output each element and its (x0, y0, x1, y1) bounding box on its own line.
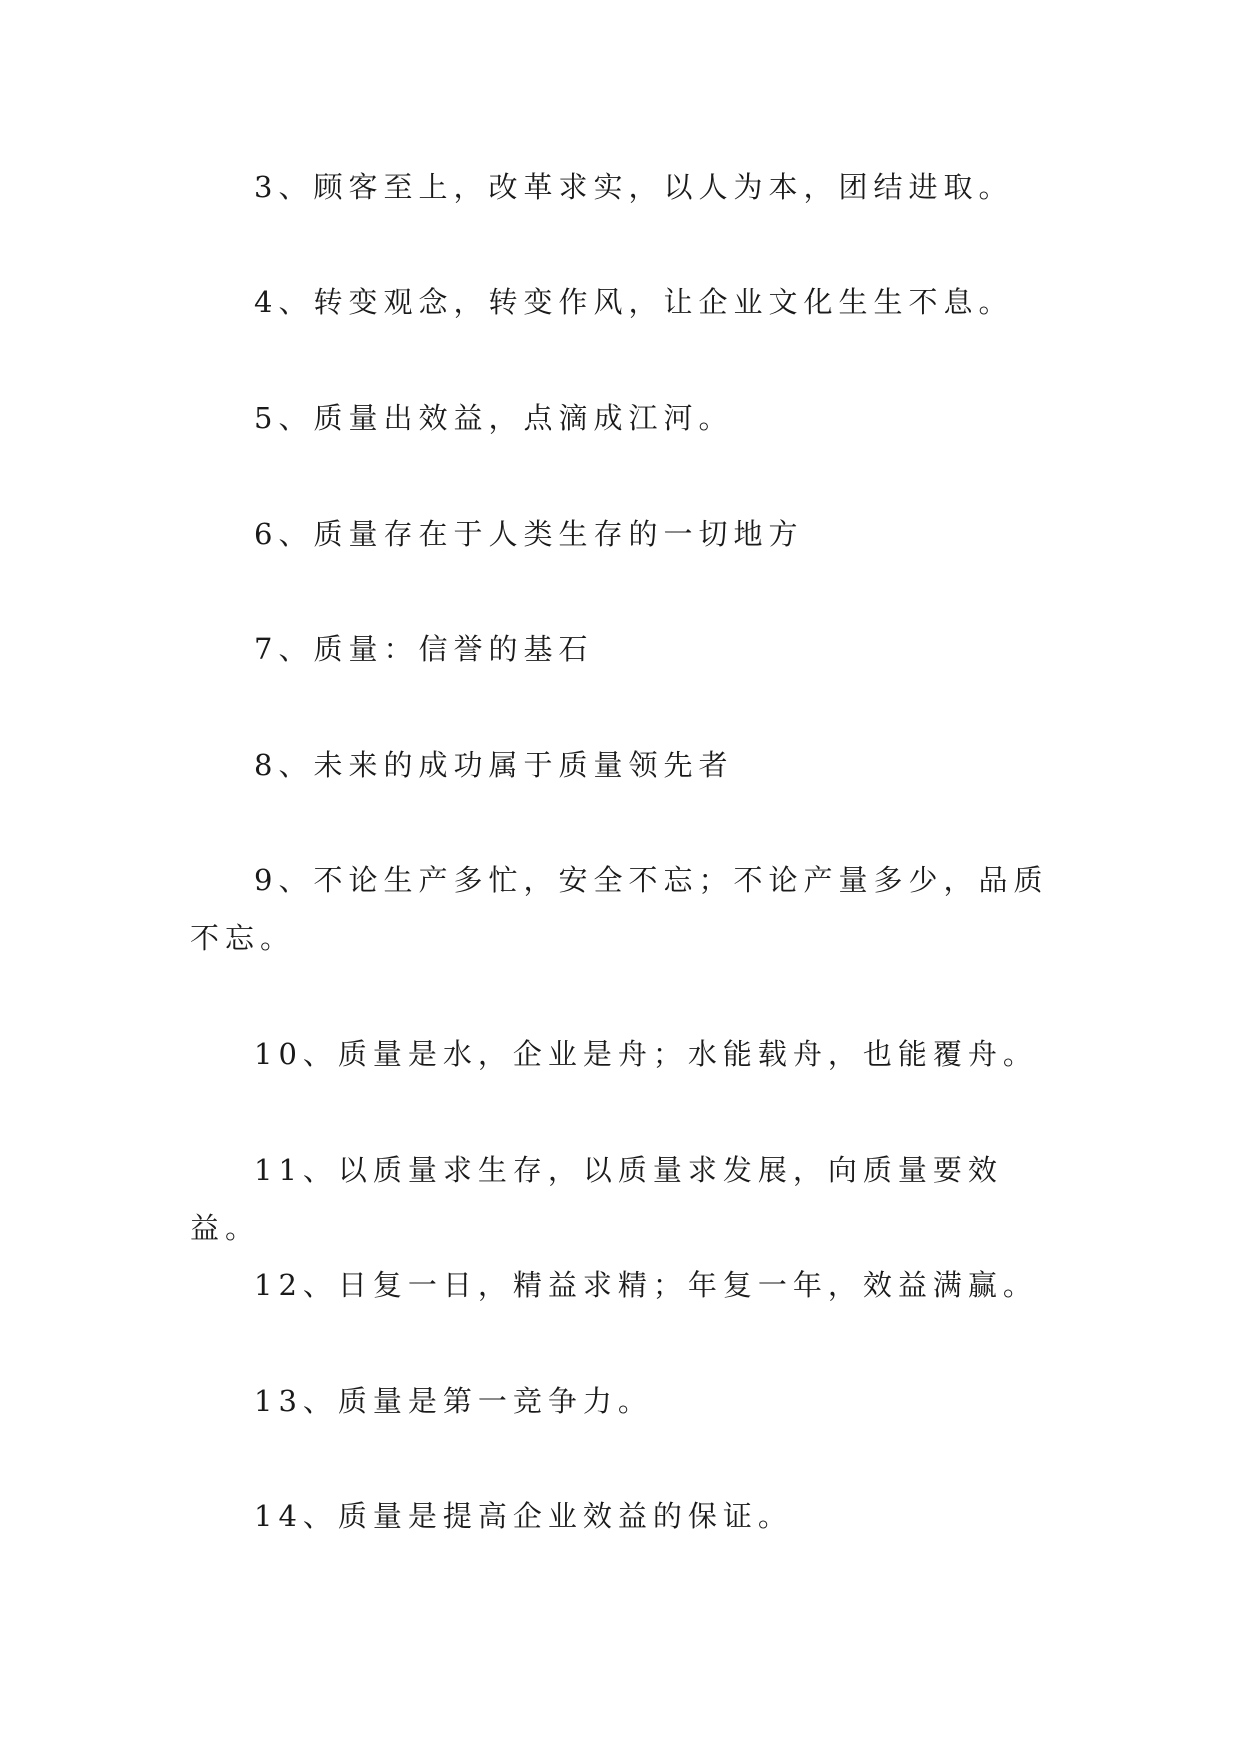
slogan-item-5: 5、质量出效益，点滴成江河。 (254, 401, 734, 435)
slogan-item-12: 12、日复一日，精益求精；年复一年，效益满赢。 (254, 1268, 1038, 1302)
slogan-item-3: 3、顾客至上，改革求实，以人为本，团结进取。 (254, 170, 1014, 204)
slogan-item-7: 7、质量：信誉的基石 (254, 632, 594, 666)
slogan-item-11: 11、以质量求生存，以质量求发展，向质量要效益。 (190, 1153, 1003, 1245)
slogan-item-9: 9、不论生产多忙，安全不忘；不论产量多少，品质不忘。 (190, 863, 1049, 955)
slogan-item-13: 13、质量是第一竞争力。 (254, 1384, 653, 1418)
slogan-item-4: 4、转变观念，转变作风，让企业文化生生不息。 (254, 285, 1014, 319)
slogan-item-6: 6、质量存在于人类生存的一切地方 (254, 517, 804, 551)
slogan-item-14: 14、质量是提高企业效益的保证。 (254, 1499, 793, 1533)
slogan-item-8: 8、未来的成功属于质量领先者 (254, 748, 734, 782)
slogan-item-10: 10、质量是水，企业是舟；水能载舟，也能覆舟。 (254, 1037, 1038, 1071)
